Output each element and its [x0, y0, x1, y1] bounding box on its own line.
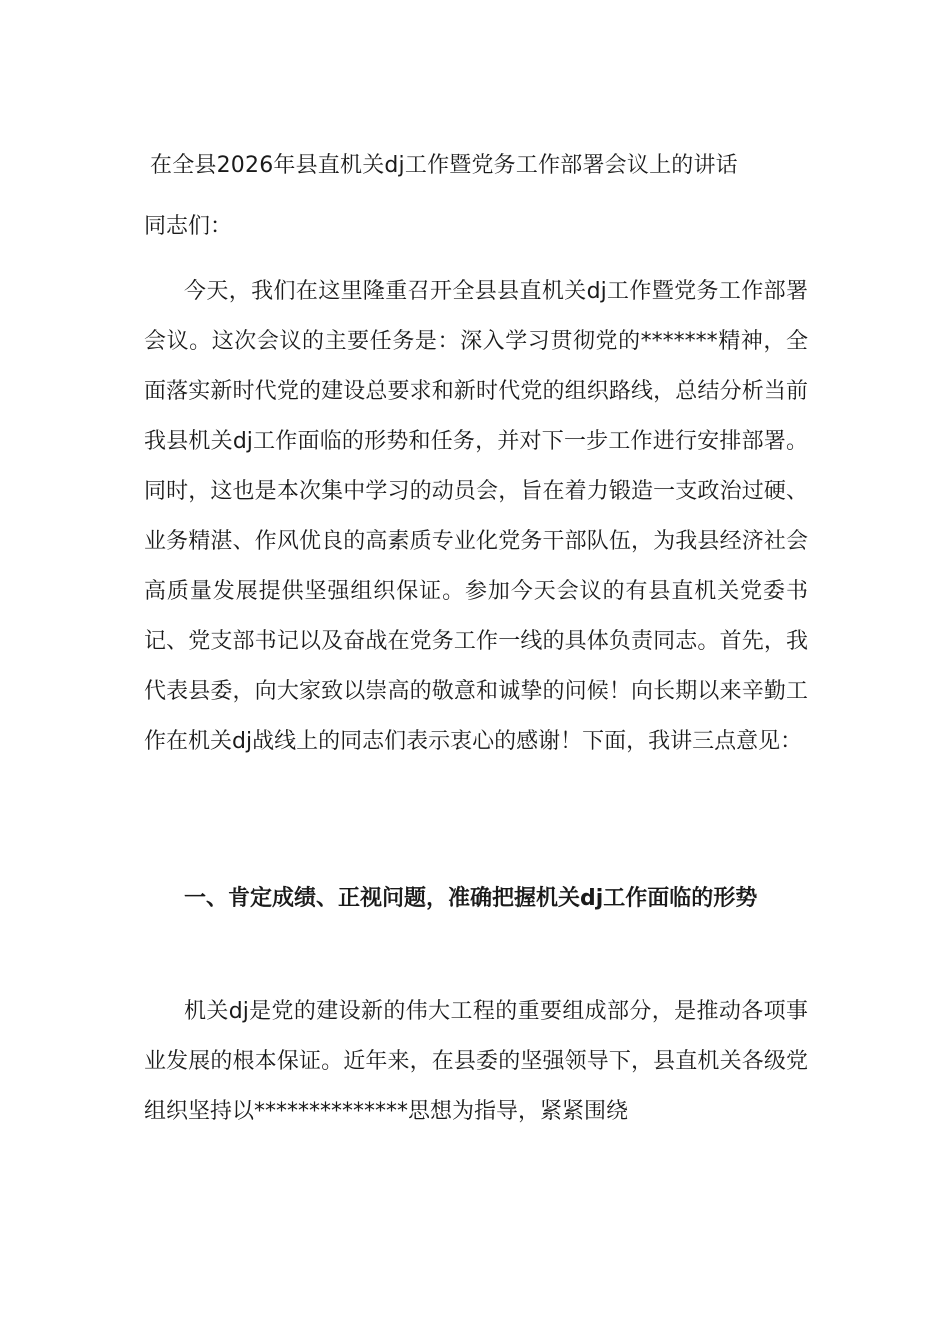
opening-paragraph: 今天，我们在这里隆重召开全县县直机关dj工作暨党务工作部署会议。这次会议的主要任务是：深入学习贯彻党的*******精神，全面落实新时代党的建设总要求和新时代党的组织路线，总结分析当前我县机关dj工作面临的形势和任务，并对下一步工作进行安排部署。同时，这也是本次集中学习的动员会，旨在着力锻造一支政治过硬、业务精湛、作风优良的高素质专业化党务干部队伍，为我县经济社会高质量发展提供坚强组织保证。参加今天会议的有县直机关党委书记、党支部书记以及奋战在党务工作一线的具体负责同志。首先，我代表县委，向大家致以崇高的敬意和诚挚的问候！向长期以来辛勤工作在机关dj战线上的同志们表示衷心的感谢！下面，我讲三点意见： [144, 279, 808, 754]
section-heading-1: 一、肯定成绩、正视问题，准确把握机关dj工作面临的形势 [184, 886, 758, 911]
salutation: 同志们： [144, 214, 233, 239]
document-title: 在全县2026年县直机关dj工作暨党务工作部署会议上的讲话 [150, 153, 738, 178]
section-1-paragraph: 机关dj是党的建设新的伟大工程的重要组成部分，是推动各项事业发展的根本保证。近年来，在县委的坚强领导下，县直机关各级党组织坚持以**************思想为指导，紧紧围绕 [144, 999, 808, 1124]
